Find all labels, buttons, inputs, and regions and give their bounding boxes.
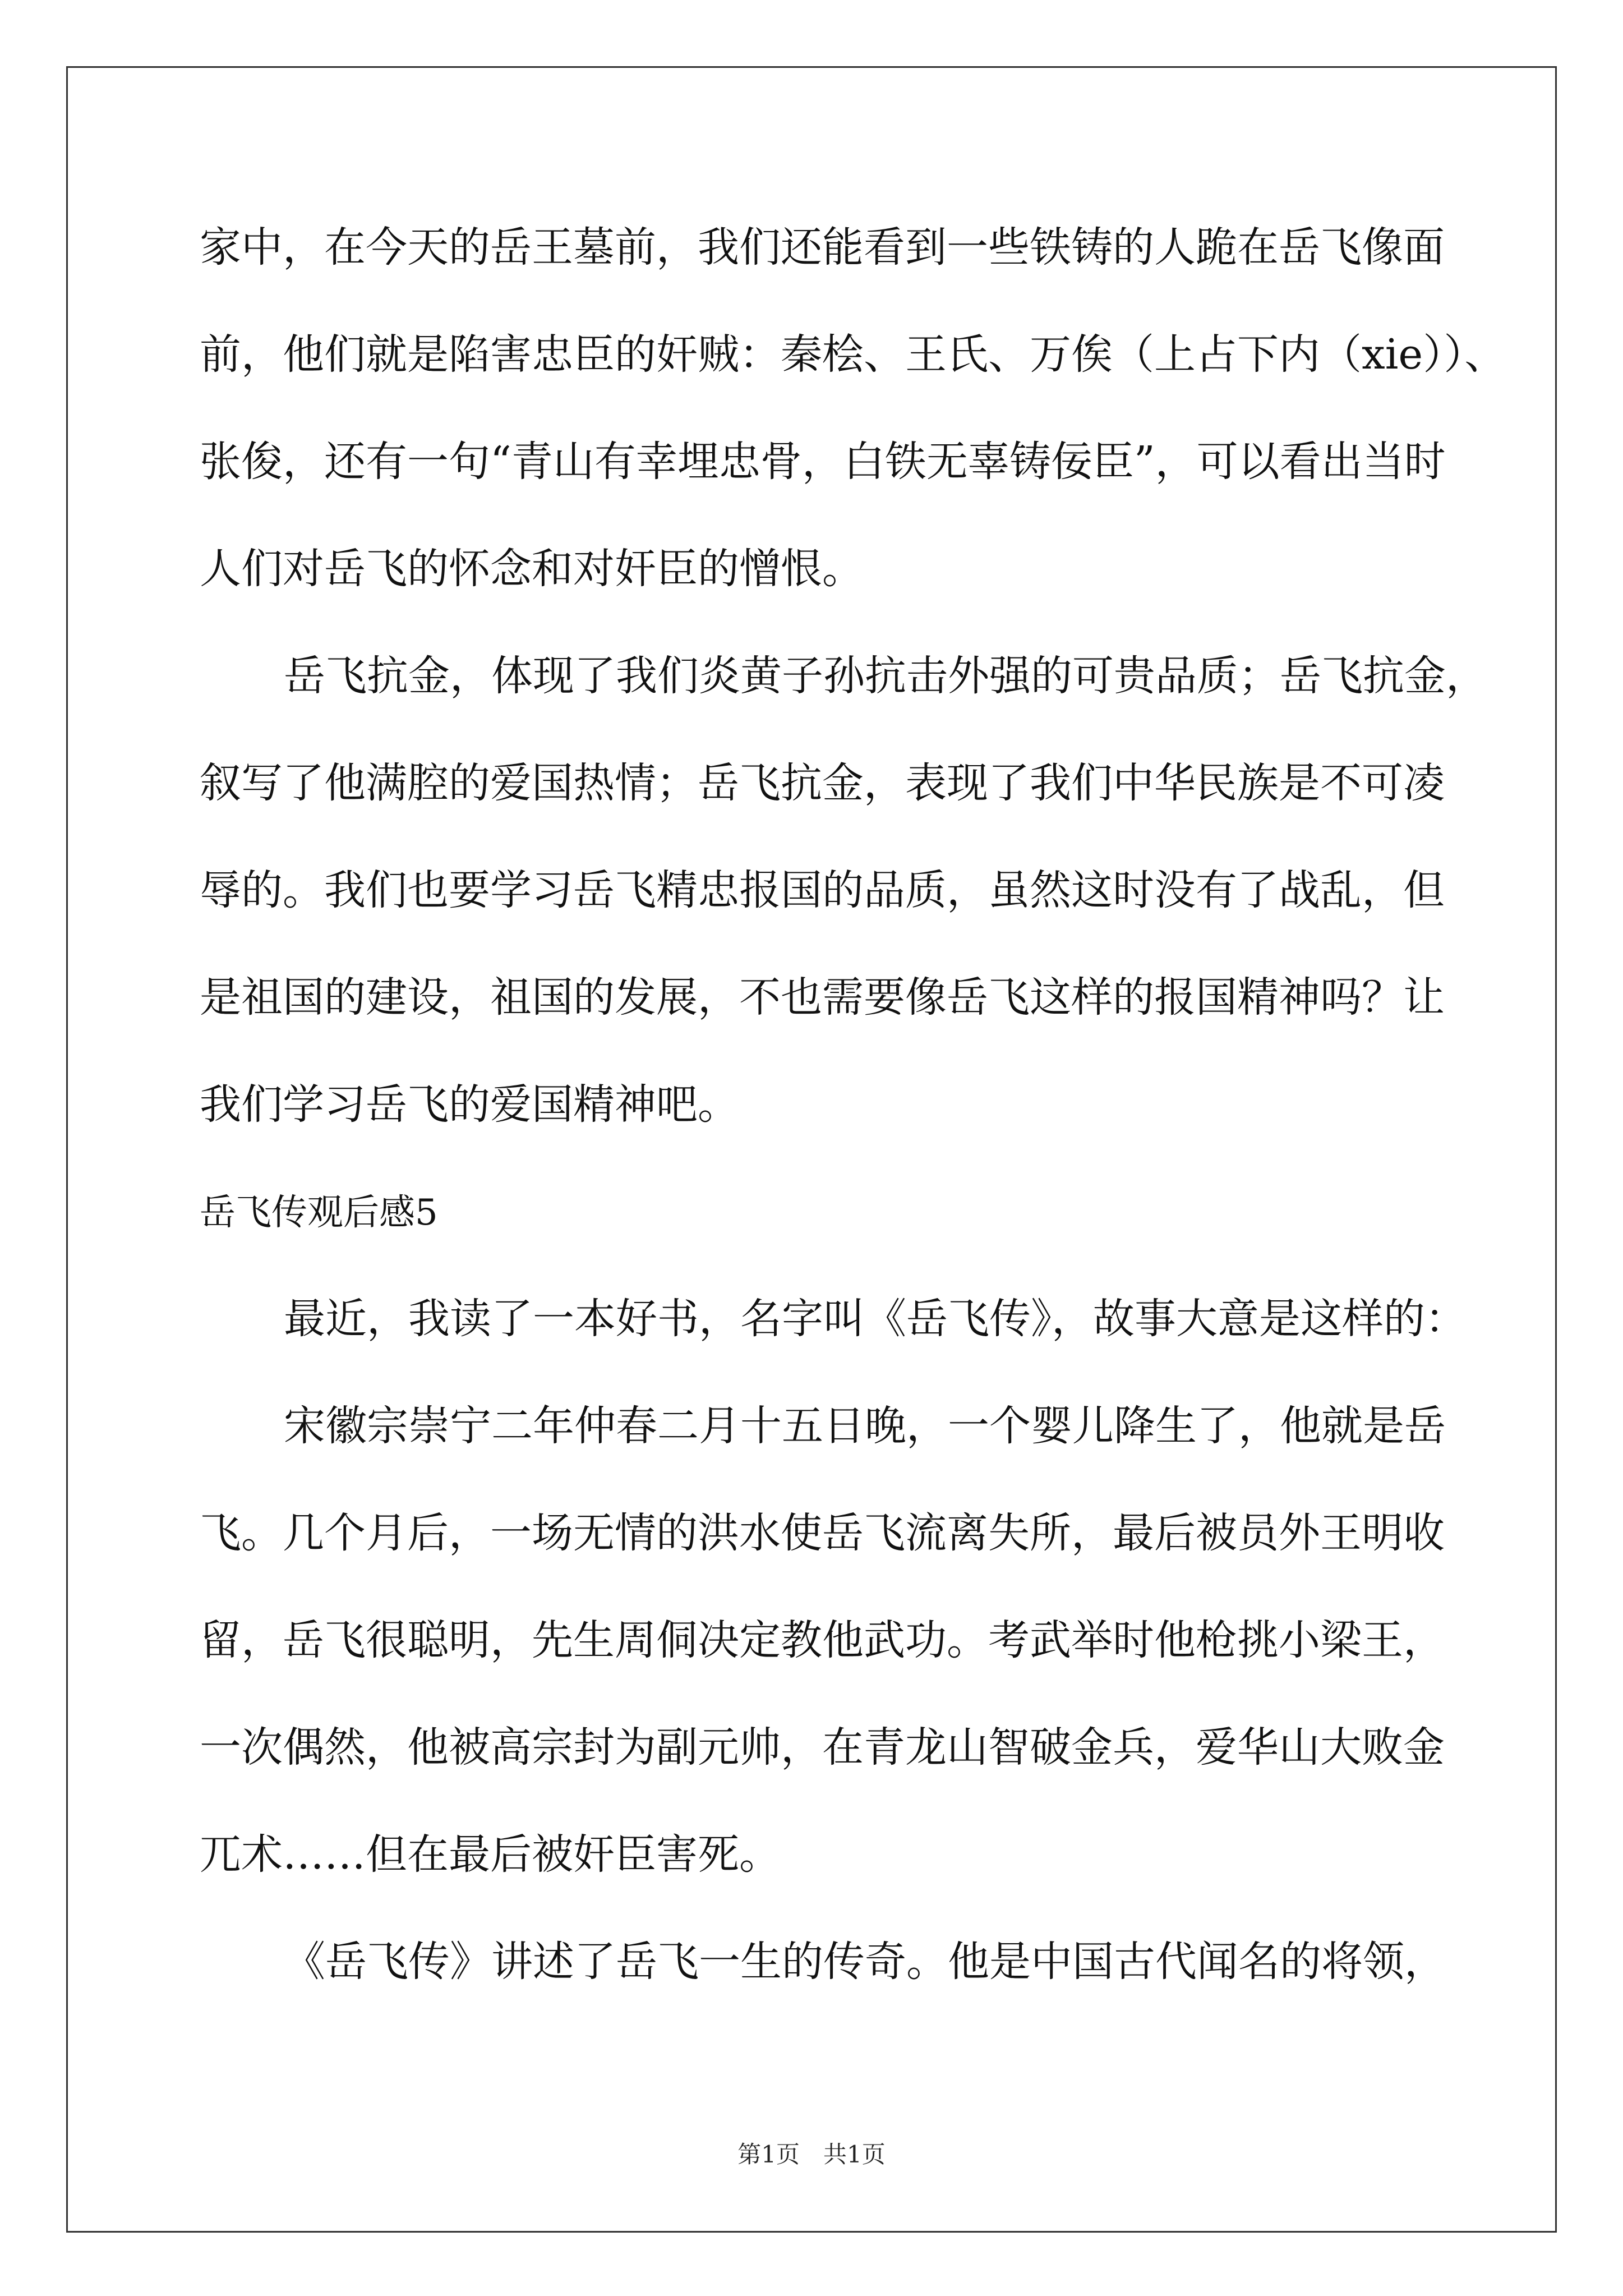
text-line: 我们学习岳飞的爱国精神吧。	[200, 1080, 739, 1129]
text-line: 家中，在今天的岳王墓前，我们还能看到一些铁铸的人跪在岳飞像面	[200, 223, 1445, 272]
section-heading: 岳飞传观后感5	[200, 1192, 438, 1234]
text-line: 张俊，还有一句“青山有幸埋忠骨，白铁无辜铸佞臣”，可以看出当时	[200, 438, 1446, 486]
text-line: 兀术……但在最后被奸臣害死。	[200, 1830, 781, 1879]
text-line: 辱的。我们也要学习岳飞精忠报国的品质，虽然这时没有了战乱，但	[200, 866, 1445, 914]
text-line: 留，岳飞很聪明，先生周侗决定教他武功。考武举时他枪挑小梁王，	[200, 1616, 1445, 1664]
text-line: 是祖国的建设，祖国的发展，不也需要像岳飞这样的报国精神吗？让	[200, 973, 1445, 1022]
text-line: 飞。几个月后，一场无情的洪水使岳飞流离失所，最后被员外王明收	[200, 1509, 1445, 1557]
text-line: 宋徽宗崇宁二年仲春二月十五日晚，一个婴儿降生了，他就是岳	[284, 1402, 1446, 1450]
page-border	[66, 66, 1557, 2233]
page-number: 第1页 共1页	[737, 2141, 886, 2168]
text-line: 叙写了他满腔的爱国热情；岳飞抗金，表现了我们中华民族是不可凌	[200, 759, 1445, 807]
text-line: 前，他们就是陷害忠臣的奸贼：秦桧、王氏、万俟（上占下内（xie））、	[200, 330, 1506, 379]
text-line: 《岳飞传》讲述了岳飞一生的传奇。他是中国古代闻名的将领，	[284, 1938, 1446, 1986]
text-line: 岳飞抗金，体现了我们炎黄子孙抗击外强的可贵品质；岳飞抗金，	[284, 652, 1487, 700]
text-line: 人们对岳飞的怀念和对奸臣的憎恨。	[200, 545, 864, 593]
text-line: 一次偶然，他被高宗封为副元帅，在青龙山智破金兵，爱华山大败金	[200, 1723, 1445, 1772]
text-line: 最近，我读了一本好书，名字叫《岳飞传》，故事大意是这样的：	[284, 1295, 1467, 1343]
